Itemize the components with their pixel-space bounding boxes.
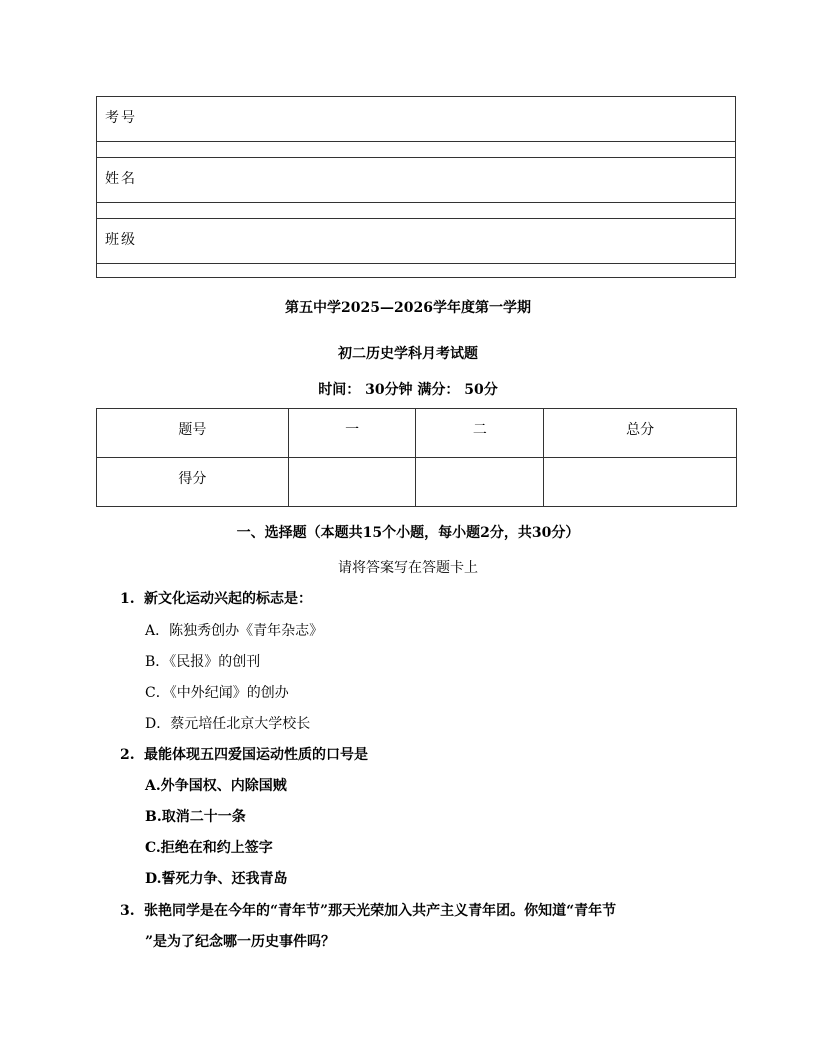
score-cell-part-two[interactable] (416, 458, 544, 507)
time-score-line: 时间： 30分钟 满分： 50分 (318, 382, 498, 398)
question-1-option-a: A．陈独秀创办《青年杂志》 (145, 623, 324, 639)
class-row[interactable] (97, 219, 735, 264)
question-stem: 新文化运动兴起的标志是： (144, 591, 312, 607)
question-1-option-d: D．蔡元培任北京大学校长 (145, 716, 311, 732)
score-header-question-no: 题号 (97, 409, 289, 458)
score-header-part-two: 二 (416, 409, 544, 458)
score-row-label: 得分 (97, 458, 289, 507)
question-1 (120, 588, 312, 608)
question-1-option-c: C．《中外纪闻》的创办 (145, 685, 289, 701)
question-number: 2. (120, 747, 135, 763)
school-term-title: 第五中学2025—2026学年度第一学期 (285, 300, 531, 316)
score-cell-total[interactable] (544, 458, 737, 507)
section-one-instruction: 请将答案写在答题卡上 (338, 560, 478, 576)
question-3 (120, 900, 616, 920)
question-3-stem-continued: ”是为了纪念哪一历史事件吗？ (145, 934, 336, 950)
score-table-header-row (97, 409, 737, 458)
question-number: 1. (120, 591, 135, 607)
score-header-part-one: 一 (288, 409, 416, 458)
class-label: 班级 (105, 232, 137, 248)
row-spacer (97, 203, 735, 219)
question-2-option-c: C.拒绝在和约上签字 (145, 840, 273, 856)
name-label: 姓名 (105, 171, 137, 187)
question-2-option-a: A.外争国权、内除国贼 (145, 778, 287, 794)
section-one-title: 一、选择题（本题共15个小题，每小题2分，共30分） (236, 525, 580, 541)
question-1-option-b: B．《民报》的创刊 (145, 654, 261, 670)
score-cell-part-one[interactable] (288, 458, 416, 507)
question-stem: 最能体现五四爱国运动性质的口号是 (144, 747, 368, 763)
score-header-total: 总分 (544, 409, 737, 458)
question-2-option-b: B.取消二十一条 (145, 809, 246, 825)
question-stem: 张艳同学是在今年的“青年节”那天光荣加入共产主义青年团。你知道“青年节 (144, 903, 617, 919)
name-row[interactable] (97, 158, 735, 203)
question-2 (120, 744, 368, 764)
exam-number-label: 考号 (105, 110, 137, 126)
score-table (96, 408, 737, 507)
question-2-option-d: D.誓死力争、还我青岛 (145, 871, 288, 887)
student-info-box (96, 96, 736, 278)
score-table-score-row (97, 458, 737, 507)
question-number: 3. (120, 903, 135, 919)
exam-title: 初二历史学科月考试题 (338, 346, 478, 362)
row-spacer (97, 142, 735, 158)
exam-number-row[interactable] (97, 97, 735, 142)
